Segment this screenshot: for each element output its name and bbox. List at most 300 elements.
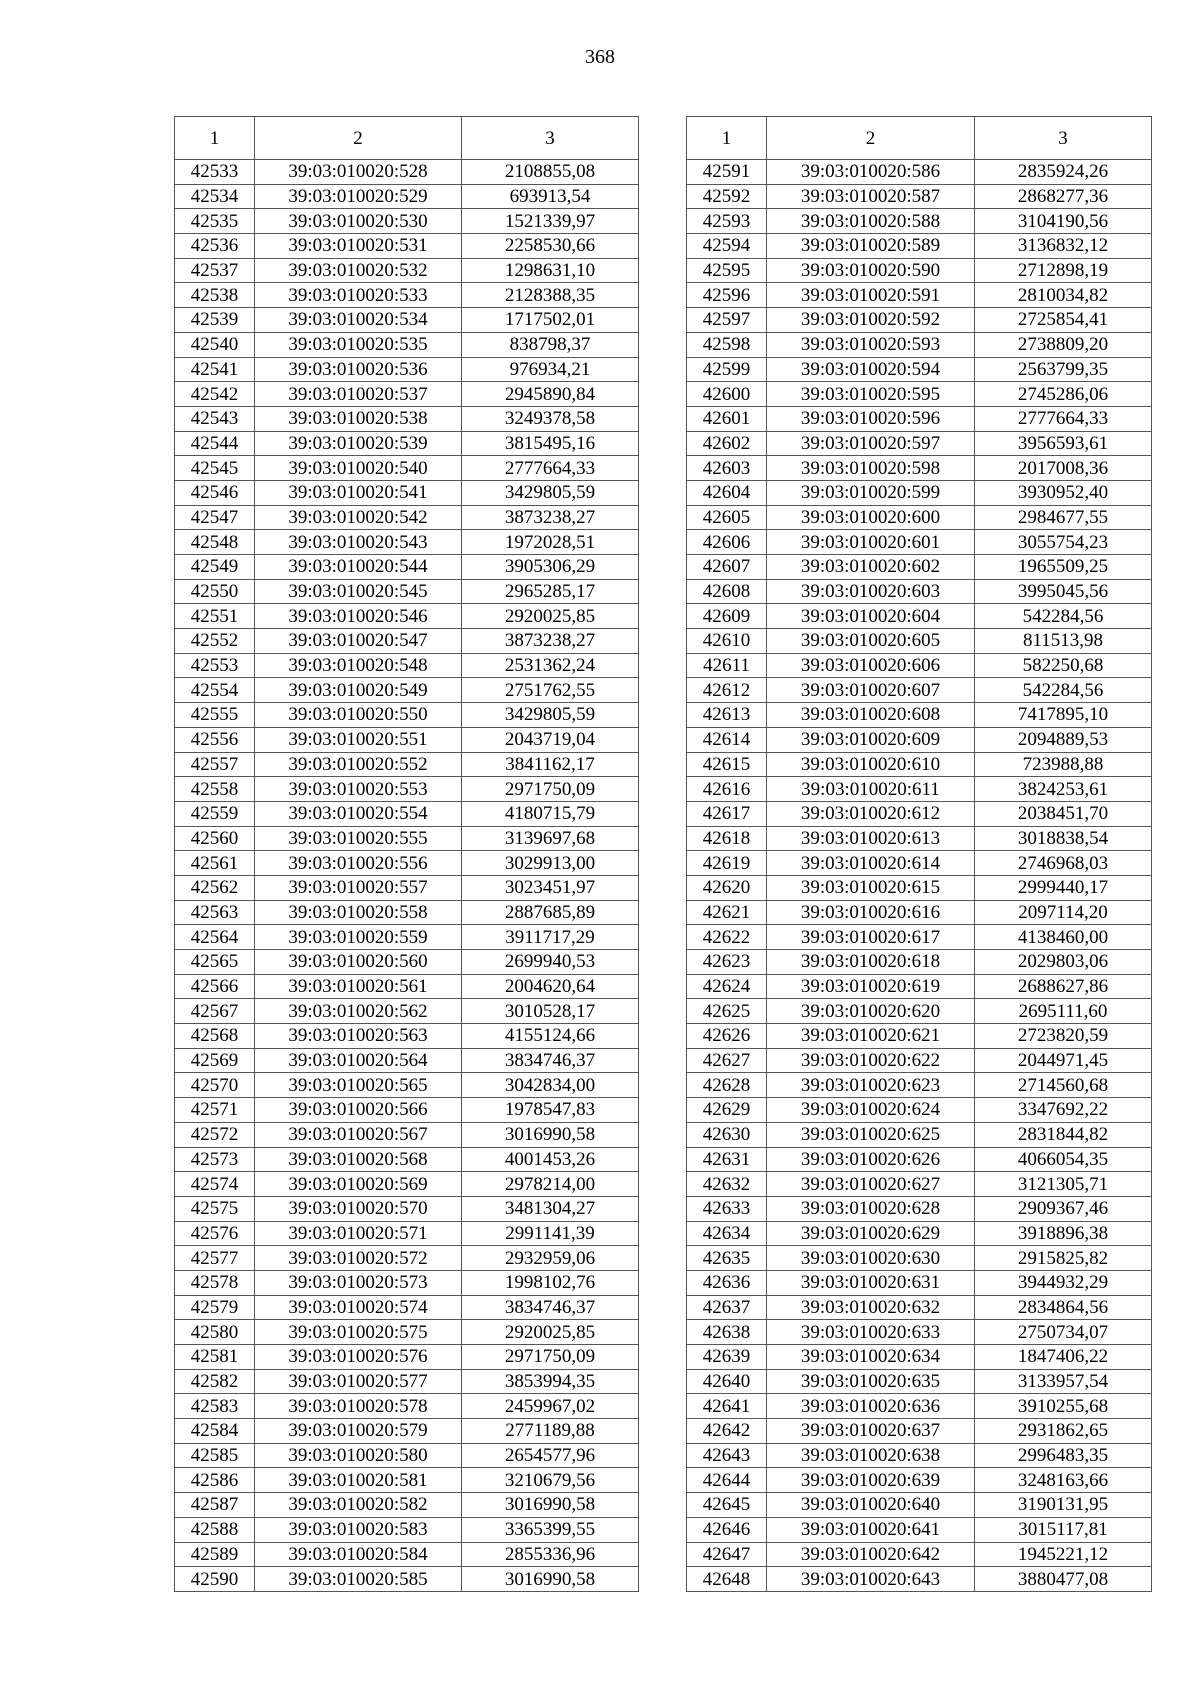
cadastral-number-cell: 39:03:010020:562 xyxy=(255,999,462,1024)
table-row xyxy=(175,604,639,629)
table-row xyxy=(687,431,1152,456)
value-cell: 2945890,84 xyxy=(462,382,639,407)
value-cell: 2029803,06 xyxy=(975,950,1152,975)
cadastral-number-cell: 39:03:010020:531 xyxy=(255,234,462,259)
cadastral-number-cell: 39:03:010020:611 xyxy=(767,777,975,802)
row-number-cell: 42612 xyxy=(687,678,767,703)
row-number-cell: 42545 xyxy=(175,456,255,481)
table-row xyxy=(687,530,1152,555)
table-row xyxy=(687,1024,1152,1049)
value-cell: 3121305,71 xyxy=(975,1172,1152,1197)
cadastral-number-cell: 39:03:010020:591 xyxy=(767,283,975,308)
value-cell: 3429805,59 xyxy=(462,703,639,728)
row-number-cell: 42587 xyxy=(175,1493,255,1518)
table-row xyxy=(175,1468,639,1493)
cadastral-number-cell: 39:03:010020:603 xyxy=(767,579,975,604)
row-number-cell: 42566 xyxy=(175,974,255,999)
column-header-cadastral-number: 2 xyxy=(255,117,462,160)
table-row xyxy=(687,678,1152,703)
row-number-cell: 42609 xyxy=(687,604,767,629)
value-cell: 2991141,39 xyxy=(462,1221,639,1246)
value-cell: 2258530,66 xyxy=(462,234,639,259)
value-cell: 3815495,16 xyxy=(462,431,639,456)
value-cell: 2712898,19 xyxy=(975,258,1152,283)
column-header-value: 3 xyxy=(975,117,1152,160)
row-number-cell: 42602 xyxy=(687,431,767,456)
row-number-cell: 42534 xyxy=(175,184,255,209)
row-number-cell: 42600 xyxy=(687,382,767,407)
table-row xyxy=(687,1295,1152,1320)
value-cell: 2834864,56 xyxy=(975,1295,1152,1320)
value-cell: 1298631,10 xyxy=(462,258,639,283)
value-cell: 3015117,81 xyxy=(975,1517,1152,1542)
row-number-cell: 42592 xyxy=(687,184,767,209)
value-cell: 3841162,17 xyxy=(462,752,639,777)
table-row xyxy=(687,357,1152,382)
cadastral-number-cell: 39:03:010020:542 xyxy=(255,505,462,530)
row-number-cell: 42618 xyxy=(687,826,767,851)
table-row xyxy=(175,875,639,900)
value-cell: 2978214,00 xyxy=(462,1172,639,1197)
row-number-cell: 42578 xyxy=(175,1270,255,1295)
row-number-cell: 42573 xyxy=(175,1147,255,1172)
row-number-cell: 42571 xyxy=(175,1098,255,1123)
cadastral-number-cell: 39:03:010020:588 xyxy=(767,209,975,234)
table-row xyxy=(687,456,1152,481)
cadastral-number-cell: 39:03:010020:609 xyxy=(767,727,975,752)
cadastral-number-cell: 39:03:010020:533 xyxy=(255,283,462,308)
row-number-cell: 42542 xyxy=(175,382,255,407)
table-row xyxy=(687,1320,1152,1345)
cadastral-number-cell: 39:03:010020:564 xyxy=(255,1048,462,1073)
table-row xyxy=(175,1542,639,1567)
row-number-cell: 42613 xyxy=(687,703,767,728)
cadastral-number-cell: 39:03:010020:622 xyxy=(767,1048,975,1073)
row-number-cell: 42540 xyxy=(175,332,255,357)
table-row xyxy=(175,653,639,678)
row-number-cell: 42643 xyxy=(687,1443,767,1468)
value-cell: 2688627,86 xyxy=(975,974,1152,999)
row-number-cell: 42611 xyxy=(687,653,767,678)
value-cell: 2017008,36 xyxy=(975,456,1152,481)
cadastral-number-cell: 39:03:010020:600 xyxy=(767,505,975,530)
table-row xyxy=(175,1122,639,1147)
row-number-cell: 42569 xyxy=(175,1048,255,1073)
value-cell: 2128388,35 xyxy=(462,283,639,308)
cadastral-number-cell: 39:03:010020:627 xyxy=(767,1172,975,1197)
value-cell: 2971750,09 xyxy=(462,777,639,802)
value-cell: 4001453,26 xyxy=(462,1147,639,1172)
value-cell: 3104190,56 xyxy=(975,209,1152,234)
value-cell: 3042834,00 xyxy=(462,1073,639,1098)
row-number-cell: 42633 xyxy=(687,1196,767,1221)
table-row xyxy=(687,308,1152,333)
cadastral-number-cell: 39:03:010020:575 xyxy=(255,1320,462,1345)
value-cell: 3248163,66 xyxy=(975,1468,1152,1493)
value-cell: 2097114,20 xyxy=(975,900,1152,925)
row-number-cell: 42551 xyxy=(175,604,255,629)
row-number-cell: 42647 xyxy=(687,1542,767,1567)
value-cell: 3190131,95 xyxy=(975,1493,1152,1518)
row-number-cell: 42543 xyxy=(175,406,255,431)
row-number-cell: 42548 xyxy=(175,530,255,555)
row-number-cell: 42594 xyxy=(687,234,767,259)
value-cell: 2996483,35 xyxy=(975,1443,1152,1468)
cadastral-number-cell: 39:03:010020:582 xyxy=(255,1493,462,1518)
value-cell: 2777664,33 xyxy=(462,456,639,481)
table-row xyxy=(175,160,639,185)
value-cell: 2931862,65 xyxy=(975,1419,1152,1444)
table-row xyxy=(175,1295,639,1320)
cadastral-number-cell: 39:03:010020:565 xyxy=(255,1073,462,1098)
cadastral-number-cell: 39:03:010020:597 xyxy=(767,431,975,456)
value-cell: 2695111,60 xyxy=(975,999,1152,1024)
table-row xyxy=(687,727,1152,752)
cadastral-number-cell: 39:03:010020:589 xyxy=(767,234,975,259)
cadastral-number-cell: 39:03:010020:633 xyxy=(767,1320,975,1345)
value-cell: 1978547,83 xyxy=(462,1098,639,1123)
table-row xyxy=(687,209,1152,234)
value-cell: 2920025,85 xyxy=(462,604,639,629)
table-row xyxy=(175,1270,639,1295)
row-number-cell: 42576 xyxy=(175,1221,255,1246)
row-number-cell: 42555 xyxy=(175,703,255,728)
table-row xyxy=(687,1172,1152,1197)
table-row xyxy=(175,1048,639,1073)
cadastral-number-cell: 39:03:010020:579 xyxy=(255,1419,462,1444)
cadastral-number-cell: 39:03:010020:532 xyxy=(255,258,462,283)
cadastral-number-cell: 39:03:010020:642 xyxy=(767,1542,975,1567)
cadastral-number-cell: 39:03:010020:570 xyxy=(255,1196,462,1221)
cadastral-number-cell: 39:03:010020:556 xyxy=(255,851,462,876)
cadastral-number-cell: 39:03:010020:605 xyxy=(767,629,975,654)
row-number-cell: 42617 xyxy=(687,801,767,826)
row-number-cell: 42536 xyxy=(175,234,255,259)
table-row xyxy=(175,332,639,357)
table-row xyxy=(175,727,639,752)
value-cell: 2038451,70 xyxy=(975,801,1152,826)
cadastral-number-cell: 39:03:010020:601 xyxy=(767,530,975,555)
cadastral-number-cell: 39:03:010020:585 xyxy=(255,1567,462,1592)
table-row xyxy=(687,851,1152,876)
cadastral-number-cell: 39:03:010020:560 xyxy=(255,950,462,975)
cadastral-number-cell: 39:03:010020:596 xyxy=(767,406,975,431)
table-row xyxy=(175,505,639,530)
value-cell: 2920025,85 xyxy=(462,1320,639,1345)
cadastral-number-cell: 39:03:010020:558 xyxy=(255,900,462,925)
cadastral-number-cell: 39:03:010020:618 xyxy=(767,950,975,975)
value-cell: 1945221,12 xyxy=(975,1542,1152,1567)
row-number-cell: 42597 xyxy=(687,308,767,333)
row-number-cell: 42559 xyxy=(175,801,255,826)
cadastral-number-cell: 39:03:010020:543 xyxy=(255,530,462,555)
table-row xyxy=(687,1048,1152,1073)
row-number-cell: 42533 xyxy=(175,160,255,185)
value-cell: 3873238,27 xyxy=(462,629,639,654)
cadastral-number-cell: 39:03:010020:612 xyxy=(767,801,975,826)
row-number-cell: 42553 xyxy=(175,653,255,678)
table-row xyxy=(175,209,639,234)
value-cell: 2004620,64 xyxy=(462,974,639,999)
cadastral-number-cell: 39:03:010020:623 xyxy=(767,1073,975,1098)
cadastral-number-cell: 39:03:010020:552 xyxy=(255,752,462,777)
cadastral-number-cell: 39:03:010020:528 xyxy=(255,160,462,185)
row-number-cell: 42610 xyxy=(687,629,767,654)
table-row xyxy=(175,999,639,1024)
table-row xyxy=(687,480,1152,505)
row-number-cell: 42648 xyxy=(687,1567,767,1592)
cadastral-number-cell: 39:03:010020:534 xyxy=(255,308,462,333)
value-cell: 2738809,20 xyxy=(975,332,1152,357)
table-row xyxy=(687,777,1152,802)
value-cell: 2563799,35 xyxy=(975,357,1152,382)
value-cell: 2999440,17 xyxy=(975,875,1152,900)
right-table-body xyxy=(687,160,1152,1592)
row-number-cell: 42642 xyxy=(687,1419,767,1444)
cadastral-number-cell: 39:03:010020:613 xyxy=(767,826,975,851)
cadastral-number-cell: 39:03:010020:537 xyxy=(255,382,462,407)
row-number-cell: 42574 xyxy=(175,1172,255,1197)
row-number-cell: 42620 xyxy=(687,875,767,900)
table-row xyxy=(687,184,1152,209)
row-number-cell: 42624 xyxy=(687,974,767,999)
table-row xyxy=(687,1369,1152,1394)
value-cell: 3347692,22 xyxy=(975,1098,1152,1123)
row-number-cell: 42621 xyxy=(687,900,767,925)
table-row xyxy=(175,1567,639,1592)
table-row xyxy=(687,925,1152,950)
row-number-cell: 42634 xyxy=(687,1221,767,1246)
table-row xyxy=(175,1172,639,1197)
cadastral-number-cell: 39:03:010020:587 xyxy=(767,184,975,209)
table-row xyxy=(175,456,639,481)
cadastral-number-cell: 39:03:010020:566 xyxy=(255,1098,462,1123)
row-number-cell: 42645 xyxy=(687,1493,767,1518)
value-cell: 2531362,24 xyxy=(462,653,639,678)
row-number-cell: 42580 xyxy=(175,1320,255,1345)
cadastral-number-cell: 39:03:010020:583 xyxy=(255,1517,462,1542)
cadastral-number-cell: 39:03:010020:548 xyxy=(255,653,462,678)
table-row xyxy=(175,925,639,950)
row-number-cell: 42544 xyxy=(175,431,255,456)
value-cell: 542284,56 xyxy=(975,678,1152,703)
table-row xyxy=(687,332,1152,357)
row-number-cell: 42595 xyxy=(687,258,767,283)
cadastral-number-cell: 39:03:010020:625 xyxy=(767,1122,975,1147)
value-cell: 2043719,04 xyxy=(462,727,639,752)
cadastral-number-cell: 39:03:010020:608 xyxy=(767,703,975,728)
row-number-cell: 42640 xyxy=(687,1369,767,1394)
cadastral-number-cell: 39:03:010020:545 xyxy=(255,579,462,604)
value-cell: 2868277,36 xyxy=(975,184,1152,209)
table-row xyxy=(175,678,639,703)
value-cell: 3880477,08 xyxy=(975,1567,1152,1592)
cadastral-number-cell: 39:03:010020:549 xyxy=(255,678,462,703)
value-cell: 1998102,76 xyxy=(462,1270,639,1295)
table-row xyxy=(687,703,1152,728)
value-cell: 2831844,82 xyxy=(975,1122,1152,1147)
value-cell: 1521339,97 xyxy=(462,209,639,234)
value-cell: 2855336,96 xyxy=(462,1542,639,1567)
row-number-cell: 42605 xyxy=(687,505,767,530)
table-row xyxy=(175,974,639,999)
table-row xyxy=(175,1098,639,1123)
table-row xyxy=(687,1345,1152,1370)
value-cell: 3136832,12 xyxy=(975,234,1152,259)
row-number-cell: 42625 xyxy=(687,999,767,1024)
table-row xyxy=(687,258,1152,283)
row-number-cell: 42601 xyxy=(687,406,767,431)
value-cell: 2459967,02 xyxy=(462,1394,639,1419)
row-number-cell: 42627 xyxy=(687,1048,767,1073)
row-number-cell: 42556 xyxy=(175,727,255,752)
table-row xyxy=(175,703,639,728)
cadastral-number-cell: 39:03:010020:593 xyxy=(767,332,975,357)
cadastral-number-cell: 39:03:010020:573 xyxy=(255,1270,462,1295)
row-number-cell: 42537 xyxy=(175,258,255,283)
cadastral-number-cell: 39:03:010020:546 xyxy=(255,604,462,629)
row-number-cell: 42560 xyxy=(175,826,255,851)
value-cell: 4066054,35 xyxy=(975,1147,1152,1172)
value-cell: 976934,21 xyxy=(462,357,639,382)
table-row xyxy=(175,801,639,826)
cadastral-number-cell: 39:03:010020:592 xyxy=(767,308,975,333)
table-row xyxy=(687,1221,1152,1246)
cadastral-number-cell: 39:03:010020:567 xyxy=(255,1122,462,1147)
cadastral-number-cell: 39:03:010020:619 xyxy=(767,974,975,999)
value-cell: 1972028,51 xyxy=(462,530,639,555)
row-number-cell: 42593 xyxy=(687,209,767,234)
value-cell: 2654577,96 xyxy=(462,1443,639,1468)
row-number-cell: 42547 xyxy=(175,505,255,530)
row-number-cell: 42630 xyxy=(687,1122,767,1147)
cadastral-number-cell: 39:03:010020:572 xyxy=(255,1246,462,1271)
row-number-cell: 42582 xyxy=(175,1369,255,1394)
cadastral-number-cell: 39:03:010020:617 xyxy=(767,925,975,950)
table-row xyxy=(687,875,1152,900)
row-number-cell: 42568 xyxy=(175,1024,255,1049)
value-cell: 3016990,58 xyxy=(462,1567,639,1592)
value-cell: 4138460,00 xyxy=(975,925,1152,950)
cadastral-number-cell: 39:03:010020:557 xyxy=(255,875,462,900)
value-cell: 2777664,33 xyxy=(975,406,1152,431)
cadastral-number-cell: 39:03:010020:561 xyxy=(255,974,462,999)
value-cell: 3016990,58 xyxy=(462,1493,639,1518)
row-number-cell: 42635 xyxy=(687,1246,767,1271)
value-cell: 2971750,09 xyxy=(462,1345,639,1370)
table-row xyxy=(687,283,1152,308)
value-cell: 3023451,97 xyxy=(462,875,639,900)
cadastral-number-cell: 39:03:010020:635 xyxy=(767,1369,975,1394)
value-cell: 2725854,41 xyxy=(975,308,1152,333)
table-row xyxy=(175,950,639,975)
row-number-cell: 42557 xyxy=(175,752,255,777)
value-cell: 2714560,68 xyxy=(975,1073,1152,1098)
row-number-cell: 42606 xyxy=(687,530,767,555)
table-row xyxy=(175,777,639,802)
table-row xyxy=(175,357,639,382)
value-cell: 3995045,56 xyxy=(975,579,1152,604)
left-table-body xyxy=(175,160,639,1592)
value-cell: 2723820,59 xyxy=(975,1024,1152,1049)
value-cell: 3010528,17 xyxy=(462,999,639,1024)
table-row xyxy=(687,579,1152,604)
table-row xyxy=(175,308,639,333)
table-row xyxy=(175,1320,639,1345)
row-number-cell: 42549 xyxy=(175,555,255,580)
value-cell: 3429805,59 xyxy=(462,480,639,505)
value-cell: 3911717,29 xyxy=(462,925,639,950)
table-row xyxy=(687,950,1152,975)
row-number-cell: 42564 xyxy=(175,925,255,950)
cadastral-number-cell: 39:03:010020:640 xyxy=(767,1493,975,1518)
row-number-cell: 42561 xyxy=(175,851,255,876)
cadastral-number-cell: 39:03:010020:620 xyxy=(767,999,975,1024)
cadastral-number-cell: 39:03:010020:584 xyxy=(255,1542,462,1567)
cadastral-number-cell: 39:03:010020:580 xyxy=(255,1443,462,1468)
row-number-cell: 42614 xyxy=(687,727,767,752)
row-number-cell: 42563 xyxy=(175,900,255,925)
row-number-cell: 42579 xyxy=(175,1295,255,1320)
row-number-cell: 42577 xyxy=(175,1246,255,1271)
table-row xyxy=(687,826,1152,851)
value-cell: 2932959,06 xyxy=(462,1246,639,1271)
row-number-cell: 42608 xyxy=(687,579,767,604)
cadastral-number-cell: 39:03:010020:535 xyxy=(255,332,462,357)
cadastral-number-cell: 39:03:010020:559 xyxy=(255,925,462,950)
value-cell: 3853994,35 xyxy=(462,1369,639,1394)
table-row xyxy=(687,974,1152,999)
left-table xyxy=(174,116,639,1592)
table-row xyxy=(687,1419,1152,1444)
row-number-cell: 42628 xyxy=(687,1073,767,1098)
cadastral-number-cell: 39:03:010020:639 xyxy=(767,1468,975,1493)
table-row xyxy=(175,1221,639,1246)
cadastral-number-cell: 39:03:010020:624 xyxy=(767,1098,975,1123)
cadastral-number-cell: 39:03:010020:551 xyxy=(255,727,462,752)
table-row xyxy=(175,480,639,505)
table-row xyxy=(687,1147,1152,1172)
row-number-cell: 42590 xyxy=(175,1567,255,1592)
value-cell: 3016990,58 xyxy=(462,1122,639,1147)
cadastral-number-cell: 39:03:010020:539 xyxy=(255,431,462,456)
cadastral-number-cell: 39:03:010020:643 xyxy=(767,1567,975,1592)
row-number-cell: 42588 xyxy=(175,1517,255,1542)
value-cell: 2771189,88 xyxy=(462,1419,639,1444)
row-number-cell: 42603 xyxy=(687,456,767,481)
row-number-cell: 42541 xyxy=(175,357,255,382)
value-cell: 3029913,00 xyxy=(462,851,639,876)
table-row xyxy=(687,999,1152,1024)
table-row xyxy=(175,530,639,555)
row-number-cell: 42599 xyxy=(687,357,767,382)
value-cell: 2965285,17 xyxy=(462,579,639,604)
value-cell: 542284,56 xyxy=(975,604,1152,629)
value-cell: 1717502,01 xyxy=(462,308,639,333)
value-cell: 3249378,58 xyxy=(462,406,639,431)
column-header-cadastral-number: 2 xyxy=(767,117,975,160)
column-header-value: 3 xyxy=(462,117,639,160)
cadastral-number-cell: 39:03:010020:577 xyxy=(255,1369,462,1394)
row-number-cell: 42591 xyxy=(687,160,767,185)
cadastral-number-cell: 39:03:010020:563 xyxy=(255,1024,462,1049)
value-cell: 2810034,82 xyxy=(975,283,1152,308)
table-row xyxy=(175,406,639,431)
value-cell: 4180715,79 xyxy=(462,801,639,826)
cadastral-number-cell: 39:03:010020:569 xyxy=(255,1172,462,1197)
cadastral-number-cell: 39:03:010020:629 xyxy=(767,1221,975,1246)
table-row xyxy=(687,653,1152,678)
